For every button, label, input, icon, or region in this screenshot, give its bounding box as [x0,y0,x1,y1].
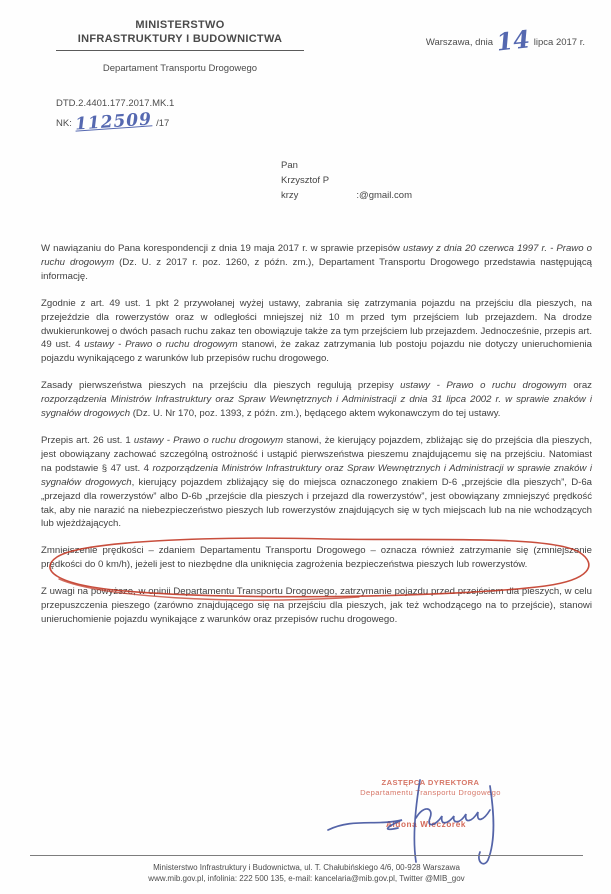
signer-name: Aldona Wieczorek [385,820,467,829]
stamp-title: ZASTĘPCA DYREKTORA [381,778,480,787]
handwritten-nk-number: 112509 [74,109,154,135]
footer [30,855,583,884]
nk-number-line [56,109,174,135]
recipient-email-suffix: :@gmail.com [356,190,412,201]
date-prefix: Warszawa, dnia [425,37,494,48]
recipient-email-prefix: krzy [281,190,299,201]
nk-label: NK: [56,118,72,129]
recipient-salutation: Pan [281,160,298,171]
date-suffix: lipca 2017 r. [533,37,585,48]
recipient-email [281,188,412,203]
paragraph-art26: Przepis art. 26 ust. 1 ustawy - Prawo o ruchu drogowym stanowi, że kierujący pojazdem, zbliżając się do przejścia dla pieszych, jest obowiązany zachować szczególną ostrożność i ustąpić pierwszeństwa pieszemu znajdującemu się na przejściu. Natomiast na podstawie § 47 ust. 4 rozporządzenia Ministrów Infrastruktury oraz Spraw Wewnętrznych i Administracji w sprawie znaków i sygnałów drogowych, kierujący pojazdem zbliżający się do miejsca oznaczonego znakiem D-6 „przejście dla pieszych”, D-6a „przejazd dla rowerzystów” albo D-6b „przejście dla pieszych i przejazd dla rowerzystów”, jest obowiązany zmniejszyć prędkość tak, aby nie narazić na niebezpieczeństwo pieszych lub rowerzystów znajdujących się w tych miejscach lub na nie wchodzących lub wjeżdżających. [41,434,593,530]
case-number: DTD.2.4401.177.2017.MK.1 [56,98,175,109]
nk-suffix: /17 [156,118,170,129]
ministry-block [56,18,304,74]
ministry-name-line2: INFRASTRUKTURY I BUDOWNICTWA [77,33,283,45]
letter-body [41,242,592,640]
circled-statement-text: Zmniejszenie prędkości – zdaniem Departamentu Transportu Drogowego – oznacza również zatrzymanie się (zmniejszenie prędkości do 0 km/h), jeżeli jest to niezbędne dla uniknięcia zagrożenia bezpieczeństwa pieszych lub rowerzystów. [41,545,592,571]
department-name: Departament Transportu Drogowego [102,63,258,74]
date-line [425,24,585,57]
recipient-name: Krzysztof P [281,175,330,186]
footer-address: Ministerstwo Infrastruktury i Budownictwa, ul. T. Chałubińskiego 4/6, 00-928 Warszawa [153,863,460,872]
reference-block [56,98,175,135]
paragraph-art49: Zgodnie z art. 49 ust. 1 pkt 2 przywołanej wyżej ustawy, zabrania się zatrzymania pojazdu na przejściu dla pieszych, na przejeździe dla rowerzystów oraz w odległości mniejszej niż 10 m przed tym przejściem lub przejazdem. Na drodze dwukierunkowej o dwóch pasach ruchu zakaz ten obowiązuje także za tym przejściem lub przejazdem. Jednocześnie, przepis art. 49 ust. 4 ustawy - Prawo o ruchu drogowym stanowi, że zakaz zatrzymania lub postoju pojazdu nie dotyczy unieruchomienia pojazdu wynikającego z warunków lub przepisów ruchu drogowego. [41,297,592,365]
footer-contacts: www.mib.gov.pl, infolinia: 222 500 135, e-mail: kancelaria@mib.gov.pl, Twitter @MIB_gov [148,874,465,883]
handwritten-day: 14 [494,24,531,57]
recipient-block [281,158,412,203]
paragraph-zasady: Zasady pierwszeństwa pieszych na przejściu dla pieszych regulują przepisy ustawy - Prawo o ruchu drogowym oraz rozporządzenia Ministrów Infrastruktury oraz Spraw Wewnętrznych i Administracji z dnia 31 lipca 2002 r. w sprawie znaków i sygnałów drogowych (Dz. U. Nr 170, poz. 1393, z późn. zm.), będącego aktem wykonawczym do tej ustawy. [41,380,592,420]
ministry-name-line1: MINISTERSTWO [135,19,225,31]
paragraph-circled-statement [41,544,592,572]
ministry-name [56,18,304,51]
paragraph-intro: W nawiązaniu do Pana korespondencji z dnia 19 maja 2017 r. w sprawie przepisów ustawy z dnia 20 czerwca 1997 r. - Prawo o ruchu drogowym (Dz. U. z 2017 r. poz. 1260, z późn. zm.), Departament Transportu Drogowego przedstawia następującą informację. [41,243,593,282]
paragraph-conclusion: Z uwagi na powyższe, w opinii Departamentu Transportu Drogowego, zatrzymanie pojazdu przed przejściem dla pieszych, w celu przepuszczenia pieszego (zarówno znajdującego się na przejściu dla pieszych, jak też wchodzącego na to przejście), stanowi unieruchomienie pojazdu wynikające z warunków oraz przepisów ruchu drogowego. [41,586,592,625]
stamp-department: Departamentu Transportu Drogowego [360,787,501,797]
